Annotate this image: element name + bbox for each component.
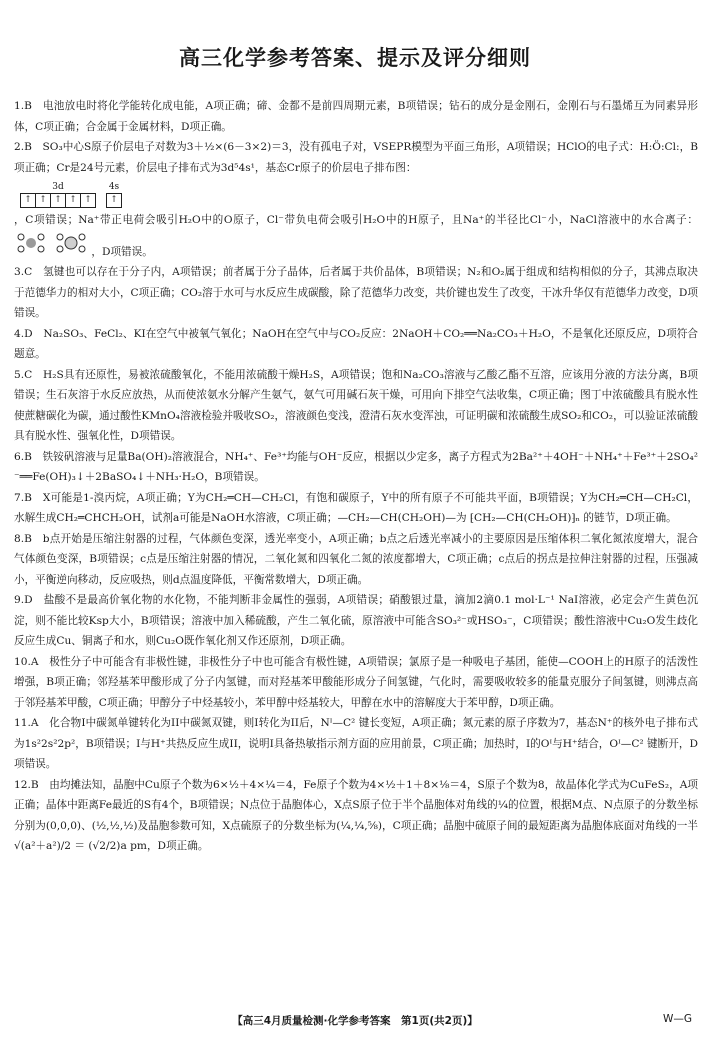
answer-7: 7.B X可能是1-溴丙烷，A项正确；Y为CH₂═CH—CH₂Cl，有饱和碳原子，Y中的所有原子不可能共平面，B项错误；Y为CH₂═CH—CH₂Cl，水解生成CH₂═CHCH₂OH，试剂a可能是NaOH水溶液，C项正确；—CH₂—CH(CH₂OH)—为 ⁅CH₂—CH(CH₂OH)⁆ₙ 的链节，D项正确。 (14, 491, 698, 524)
answer-11: 11.A 化合物I中碳氮单键转化为II中碳氮双键，则I转化为II后，Nᴵ—C² 键长变短，A项正确；氮元素的原子序数为7，基态N⁺的核外电子排布式为1s²2s²2p²，B项错误；I与H⁺共热反应生成II，说明I具备热敏指示剂方面的应用前景，C项正确；加热时，I的Oᴵ与H⁺结合，Oᴵ—C² 键断开，D项错误。 (14, 717, 698, 770)
page-title: 高三化学参考答案、提示及评分细则 (179, 46, 531, 70)
orbital-3d (20, 182, 96, 208)
orbital-3d-label: 3d (52, 182, 64, 192)
page-footer: 【高三4月质量检测·化学参考答案 第1页(共2页)】 (232, 1015, 478, 1027)
orbital-box: ↑ (66, 194, 81, 207)
answer-9: 9.D 盐酸不是最高价氧化物的水化物，不能判断非金属性的强弱，A项错误；硝酸银过量，滴加2滴0.1 mol·L⁻¹ NaI溶液，必定会产生黄色沉淀，则不能比较Ksp大小，B项错误；溶液中加入稀硫酸，产生二氧化硫，原溶液中可能含SO₃²⁻或HSO₃⁻，C项错误；酸性溶液中Cu₂O发生歧化反应生成Cu、铜离子和水，则Cu₂O既作氧化剂又作还原剂，D项正确。 (14, 594, 698, 647)
hydrated-chloride-icon (54, 231, 88, 255)
orbital-box: ↑ (110, 195, 118, 205)
answer-body (14, 96, 698, 857)
answer-5: 5.C H₂S具有还原性，易被浓硫酸氧化，不能用浓硫酸干燥H₂S，A项错误；饱和Na₂CO₃溶液与乙酸乙酯不互溶，应该用分液的方法分离，B项错误；生石灰溶于水反应放热，从而使浓氨水分解产生氨气，氨气可用碱石灰干燥，可用向下排空气法收集，C项正确；图丁中浓硫酸具有脱水性使蔗糖碳化为碳，通过酸性KMnO₄溶液检验并吸收SO₂，溶液颜色变浅，澄清石灰水变浑浊，可证明碳和浓硫酸生成SO₂和CO₂，可以验证浓硫酸具有脱水性、强氧化性，D项错误。 (14, 368, 698, 442)
answer-2-part-b-text: ，C项错误；Na⁺带正电荷会吸引H₂O中的O原子，Cl⁻带负电荷会吸引H₂O中的H原子，且Na⁺的半径比Cl⁻小，NaCl溶液中的水合离子： (14, 214, 698, 226)
cr-orbital-diagram (20, 182, 698, 208)
hydrated-ions-figure (14, 231, 88, 255)
answer-2-part-a: 2.B SO₃中心S原子价层电子对数为3＋½×(6－3×2)＝3，没有孤电子对，VSEPR模型为平面三角形，A项错误；HClO的电子式：H:Ö:Cl:，B项正确；Cr是24号元素，价层电子排布式为3d⁵4s¹，基态Cr原子的价层电子排布图： (14, 141, 698, 174)
hydrated-sodium-icon (14, 231, 48, 255)
answer-10: 10.A 极性分子中可能含有非极性键，非极性分子中也可能含有极性键，A项错误；氯原子是一种吸电子基团，能使—COOH上的H原子的活泼性增强，B项正确；邻羟基苯甲酸形成了分子内氢键，而对羟基苯甲酸能形成分子间氢键，气化时，需要吸收较多的能量克服分子间氢键，则沸点高于邻羟基苯甲酸，C项正确；甲醇分子中烃基较小，苯甲醇中烃基较大，甲醇在水中的溶解度大于苯甲醇，D项正确。 (14, 655, 698, 709)
answer-2-part-c-text: ，D项错误。 (91, 245, 153, 258)
answer-2-part-b (14, 210, 698, 262)
orbital-4s (106, 182, 122, 208)
answer-1: 1.B 电池放电时将化学能转化成电能，A项正确；碲、金都不是前四周期元素，B项错误；钻石的成分是金刚石，金刚石与石墨烯互为同素异形体，C项正确；合金属于金属材料，D项正确。 (14, 100, 698, 133)
orbital-box: ↑ (84, 195, 92, 205)
answer-8: 8.B b点开始是压缩注射器的过程，气体颜色变深，透光率变小，A项正确；b点之后透光率减小的主要原因是压缩体积二氧化氮浓度增大，混合气体颜色变深，B项错误；c点是压缩注射器的情况，二氧化氮和四氧化二氮的浓度都增大，C项正确；c点后的拐点是拉伸注射器的过程，压强减小，平衡逆向移动，反应吸热，则d点温度降低，平衡常数增大，D项正确。 (14, 532, 698, 586)
orbital-box: ↑ (21, 194, 36, 207)
answer-4: 4.D Na₂SO₃、FeCl₂、KI在空气中被氧气氧化；NaOH在空气中与CO₂反应：2NaOH＋CO₂══Na₂CO₃＋H₂O，不是氧化还原反应，D项符合题意。 (14, 327, 698, 360)
orbital-box: ↑ (51, 194, 66, 207)
orbital-4s-label: 4s (108, 182, 120, 192)
answer-12: 12.B 由均摊法知，晶胞中Cu原子个数为6×½＋4×¼＝4，Fe原子个数为4×½＋1＋8×⅛＝4，S原子个数为8，故晶体化学式为CuFeS₂，A项正确；晶体中距离Fe最近的S有4个，B项错误；N点位于晶胞体心，X点S原子位于半个晶胞体对角线的¼的位置，根据M点、N点原子的分数坐标分别为(0,0,0)、(½,½,½)及晶胞参数可知，X点硫原子的分数坐标为(¼,¼,⅝)，C项正确；晶胞中硫原子间的最短距离为晶胞体底面对角线的一半 √(a²＋a²)/2 ＝ (√2/2)a pm，D项正确。 (14, 778, 698, 852)
orbital-box: ↑ (36, 194, 51, 207)
footer-code: W—G (662, 1013, 692, 1025)
answer-6: 6.B 铁铵矾溶液与足量Ba(OH)₂溶液混合，NH₄⁺、Fe³⁺均能与OH⁻反应，根据以少定多，离子方程式为2Ba²⁺＋4OH⁻＋NH₄⁺＋Fe³⁺＋2SO₄²⁻══Fe(OH)₃↓＋2BaSO₄↓＋NH₃·H₂O，B项错误。 (14, 450, 698, 483)
answer-3: 3.C 氢键也可以存在于分子内，A项错误；前者属于分子晶体，后者属于共价晶体，B项错误；N₂和O₂属于组成和结构相似的分子，其沸点取决于范德华力的相对大小，C项正确；CO₂溶于水可与水反应生成碳酸，除了范德华力改变，共价键也发生了改变，干冰升华仅有范德华力改变，D项错误。 (14, 266, 698, 319)
